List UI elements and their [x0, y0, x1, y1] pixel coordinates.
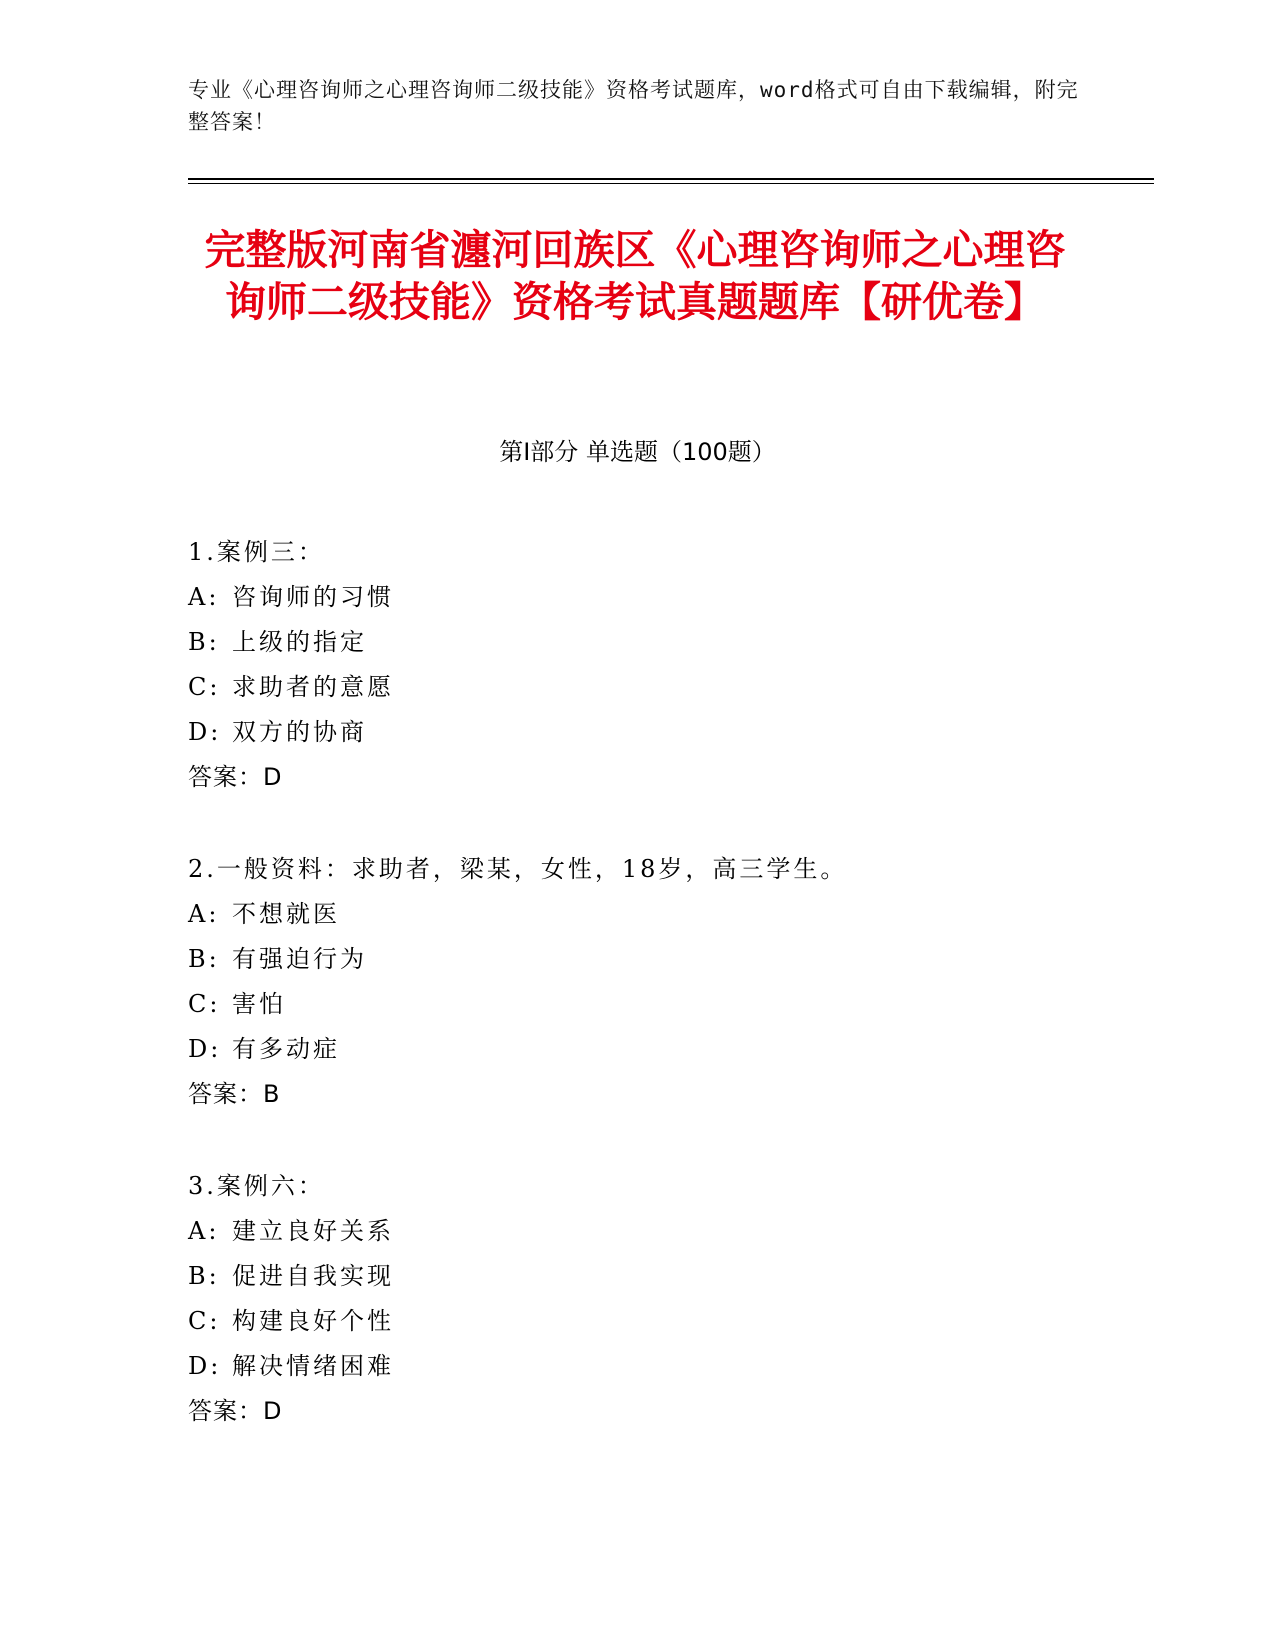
section-heading: 第Ⅰ部分 单选题（100题）	[499, 438, 776, 466]
option-text: 害怕	[232, 990, 286, 1018]
header-note: 专业《心理咨询师之心理咨询师二级技能》资格考试题库，word格式可自由下载编辑，附完整答案！	[188, 78, 1079, 134]
option-letter: C:	[188, 673, 221, 701]
option-text: 求助者的意愿	[232, 673, 394, 701]
option-letter: D:	[188, 1035, 222, 1063]
option-letter: B:	[188, 945, 220, 973]
question-stem: 1.案例三：	[188, 538, 325, 566]
option-c	[188, 982, 1088, 1027]
option-d	[188, 1344, 1088, 1389]
option-c	[188, 1299, 1088, 1344]
option-b	[188, 620, 1088, 665]
question-3	[188, 1164, 1088, 1434]
option-a	[188, 575, 1088, 620]
question-stem: 2.一般资料：求助者，梁某，女性，18岁，高三学生。	[188, 855, 848, 883]
answer-line: 答案：D	[188, 1397, 283, 1425]
option-text: 上级的指定	[232, 628, 367, 656]
question-1	[188, 530, 1088, 800]
option-letter: B:	[188, 1262, 220, 1290]
option-letter: A:	[188, 900, 220, 928]
header-rule-thick	[188, 178, 1154, 180]
option-letter: D:	[188, 1352, 222, 1380]
option-a	[188, 1209, 1088, 1254]
option-d	[188, 1027, 1088, 1072]
option-letter: A:	[188, 1217, 220, 1245]
document-title: 完整版河南省瀍河回族区《心理咨询师之心理咨询师二级技能》资格考试真题题库【研优卷】	[204, 226, 1066, 326]
option-b	[188, 1254, 1088, 1299]
answer-line: 答案：B	[188, 1080, 281, 1108]
option-a	[188, 892, 1088, 937]
question-2	[188, 847, 1088, 1117]
option-text: 有多动症	[232, 1035, 340, 1063]
answer-line: 答案：D	[188, 763, 283, 791]
option-text: 促进自我实现	[232, 1262, 394, 1290]
question-stem: 3.案例六：	[188, 1172, 325, 1200]
option-text: 构建良好个性	[232, 1307, 394, 1335]
option-text: 有强迫行为	[232, 945, 367, 973]
option-d	[188, 710, 1088, 755]
header-rule-thin	[188, 183, 1154, 184]
option-c	[188, 665, 1088, 710]
option-b	[188, 937, 1088, 982]
option-text: 解决情绪困难	[232, 1352, 394, 1380]
option-letter: C:	[188, 990, 221, 1018]
option-text: 不想就医	[232, 900, 340, 928]
option-letter: A:	[188, 583, 220, 611]
option-text: 双方的协商	[232, 718, 367, 746]
option-text: 咨询师的习惯	[232, 583, 394, 611]
option-letter: C:	[188, 1307, 221, 1335]
option-letter: B:	[188, 628, 220, 656]
option-text: 建立良好关系	[232, 1217, 394, 1245]
question-list	[188, 530, 1088, 1481]
option-letter: D:	[188, 718, 222, 746]
